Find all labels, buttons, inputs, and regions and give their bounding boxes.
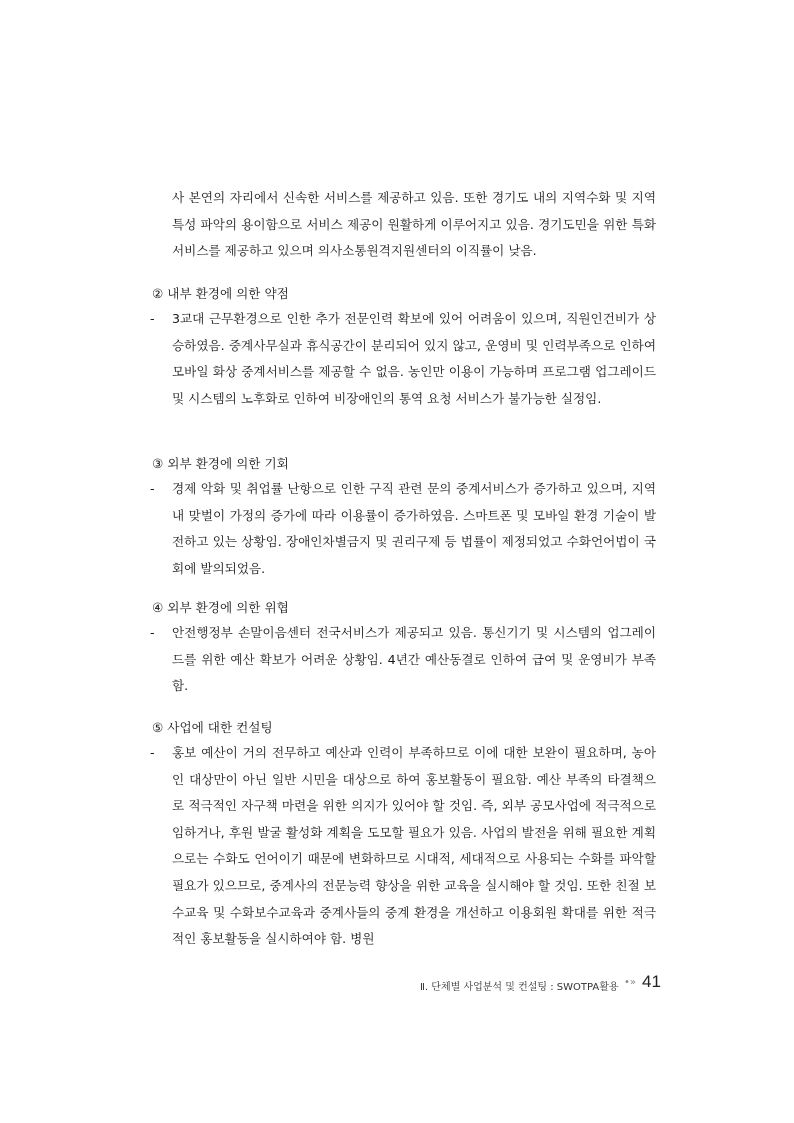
section-bullet: - xyxy=(150,481,155,496)
section-heading-threat: ④ 외부 환경에 의한 위협 xyxy=(152,600,289,615)
chevron-right-icon: •» xyxy=(624,977,637,988)
section-body-weakness: 3교대 근무환경으로 인한 추가 전문인력 확보에 있어 어려움이 있으며, 직원인건비가 상승하였음. 중계사무실과 휴식공간이 분리되어 있지 않고, 운영비 및 인력부족으로 인하여 모바일 화상 중계서비스를 제공할 수 없음. 농인만 이용이 가능하며 프로그램 업그레이드 및 시스템의 노후화로 인하여 비장애인의 통역 요청 서비스가 불가능한 실정임. xyxy=(172,311,656,406)
section-bullet: - xyxy=(150,745,155,760)
page-footer xyxy=(420,972,660,996)
section-body-consulting: 홍보 예산이 거의 전무하고 예산과 인력이 부족하므로 이에 대한 보완이 필요하며, 농아인 대상만이 아닌 일반 시민을 대상으로 하여 홍보활동이 필요함. 예산 부족의 타결책으로 적극적인 자구책 마련을 위한 의지가 있어야 할 것임. 즉, 외부 공모사업에 적극적으로 임하거나, 후원 발굴 활성화 계획을 도모할 필요가 있음. 사업의 발전을 위해 필요한 계획으로는 수화도 언어이기 때문에 변화하므로 시대적, 세대적으로 사용되는 수화를 파악할 필요가 있으므로, 중계사의 전문능력 향상을 위한 교육을 실시해야 할 것임. 또한 친절 보수교육 및 수화보수교육과 중계사들의 중계 환경을 개선하고 이용회원 확대를 위한 적극적인 홍보활동을 실시하여야 함. 병원 xyxy=(172,745,656,947)
page-number: 41 xyxy=(642,972,661,991)
section-bullet: - xyxy=(150,311,155,326)
section-heading-consulting: ⑤ 사업에 대한 컨설팅 xyxy=(152,720,273,735)
footer-chapter-label: Ⅱ. 단체별 사업분석 및 컨설팅 : SWOTPA활용 xyxy=(420,982,619,993)
section-heading-weakness: ② 내부 환경에 의한 약점 xyxy=(152,286,289,301)
section-body-opportunity: 경제 악화 및 취업률 난항으로 인한 구직 관련 문의 중계서비스가 증가하고 있으며, 지역 내 맞벌이 가정의 증가에 따라 이용률이 증가하였음. 스마트폰 및 모바일 환경 기술이 발전하고 있는 상황임. 장애인차별금지 및 권리구제 등 법률이 제정되었고 수화언어법이 국회에 발의되었음. xyxy=(172,481,656,576)
intro-paragraph: 사 본연의 자리에서 신속한 서비스를 제공하고 있음. 또한 경기도 내의 지역수화 및 지역특성 파악의 용이함으로 서비스 제공이 원활하게 이루어지고 있음. 경기도민을 위한 특화서비스를 제공하고 있으며 의사소통원격지원센터의 이직률이 낮음. xyxy=(172,190,656,259)
section-heading-opportunity: ③ 외부 환경에 의한 기회 xyxy=(152,456,289,471)
section-body-threat: 안전행정부 손말이음센터 전국서비스가 제공되고 있음. 통신기기 및 시스템의 업그레이드를 위한 예산 확보가 어려운 상황임. 4년간 예산동결로 인하여 급여 및 운영비가 부족함. xyxy=(172,625,656,694)
section-bullet: - xyxy=(150,625,155,640)
